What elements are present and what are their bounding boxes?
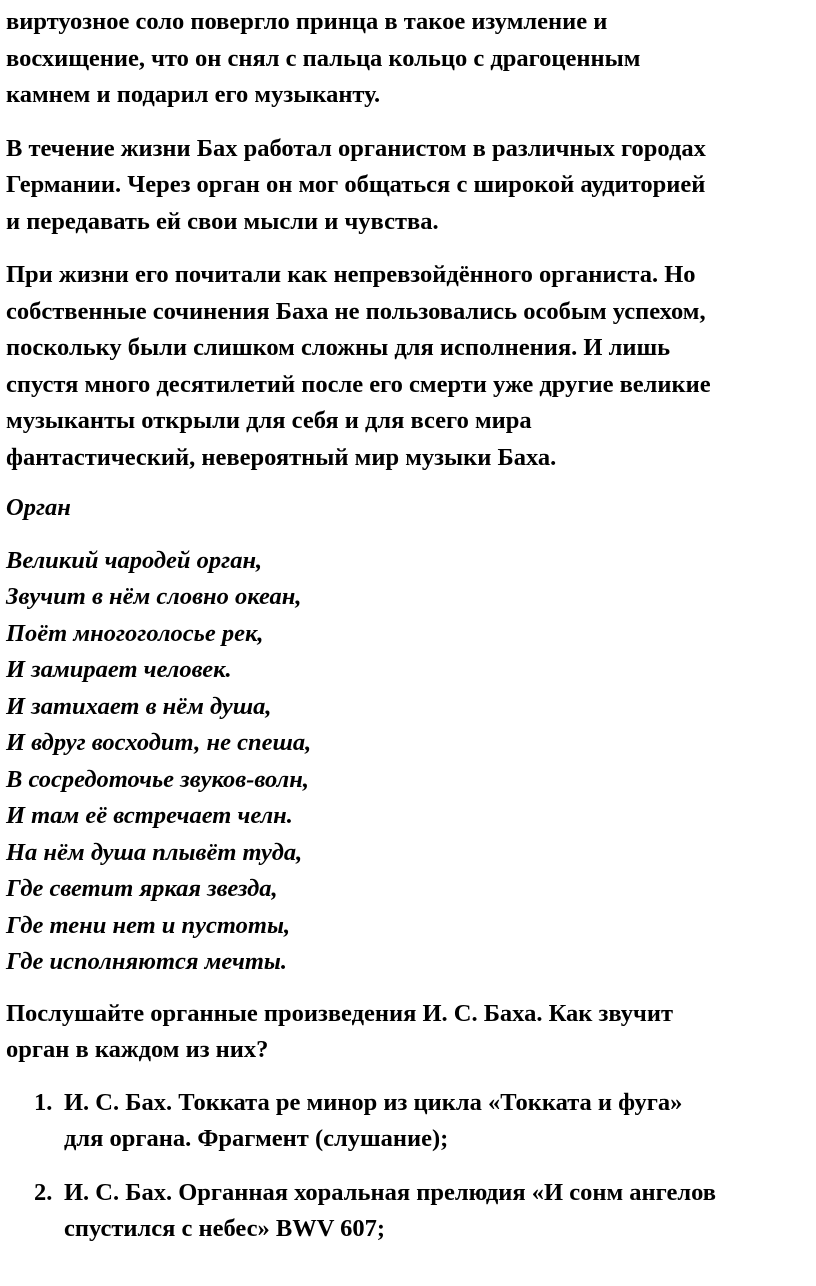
paragraph-organist-career	[6, 131, 804, 241]
text-line: Послушайте органные произведения И. С. Баха. Как звучит	[6, 999, 674, 1027]
text-line: спустя много десятилетий после его смерти уже другие великие	[6, 370, 711, 398]
poem-title: Орган	[6, 494, 71, 521]
text-line: поскольку были слишком сложны для исполнения. И лишь	[6, 334, 671, 361]
list-number: 1.	[34, 1088, 53, 1116]
listening-list	[6, 1085, 804, 1248]
text-line: для органа. Фрагмент (слушание);	[64, 1125, 449, 1152]
poem-line: Звучит в нём словно океан,	[6, 583, 302, 610]
list-item	[6, 1085, 804, 1158]
poem-line: И замирает человек.	[6, 656, 232, 683]
poem-line: Поёт многоголосье рек,	[6, 619, 264, 647]
text-line: виртуозное соло повергло принца в такое изумление и	[6, 8, 608, 35]
paragraph-recognition	[6, 257, 804, 476]
text-line: орган в каждом из них?	[6, 1036, 269, 1063]
text-line: музыканты открыли для себя и для всего мира	[6, 407, 532, 434]
poem-line: Где тени нет и пустоты,	[6, 911, 291, 939]
text-line: При жизни его почитали как непревзойдённого органиста. Но	[6, 261, 696, 288]
poem-line: И затихает в нём душа,	[6, 692, 272, 720]
text-line: И. С. Бах. Органная хоральная прелюдия «И сонм ангелов	[64, 1178, 716, 1206]
poem-line: В сосредоточье звуков-волн,	[6, 765, 309, 793]
poem-line: Где исполняются мечты.	[6, 948, 288, 975]
text-line: В течение жизни Бах работал органистом в различных городах	[6, 134, 706, 162]
text-line: спустился с небес» BWV 607;	[64, 1215, 385, 1242]
poem-line: Где светит яркая звезда,	[6, 875, 278, 902]
poem-line: На нём душа плывёт туда,	[6, 838, 303, 866]
list-item	[6, 1175, 804, 1248]
text-line: И. С. Бах. Токката ре минор из цикла «Токката и фуга»	[64, 1088, 683, 1116]
text-line: камнем и подарил его музыканту.	[6, 81, 381, 108]
poem	[6, 543, 804, 981]
poem-line: И вдруг восходит, не спеша,	[6, 729, 312, 756]
text-line: и передавать ей свои мысли и чувства.	[6, 207, 439, 235]
text-line: восхищение, что он снял с пальца кольцо с драгоценным	[6, 44, 641, 72]
text-line: собственные сочинения Баха не пользовались особым успехом,	[6, 297, 706, 325]
text-line: фантастический, невероятный мир музыки Баха.	[6, 443, 557, 471]
poem-line: И там её встречает челн.	[6, 802, 293, 829]
listening-question	[6, 996, 804, 1069]
text-line: Германии. Через орган он мог общаться с широкой аудиторией	[6, 171, 706, 198]
paragraph-prince-ring	[6, 4, 804, 114]
poem-line: Великий чародей орган,	[6, 546, 263, 574]
list-number: 2.	[34, 1178, 53, 1206]
